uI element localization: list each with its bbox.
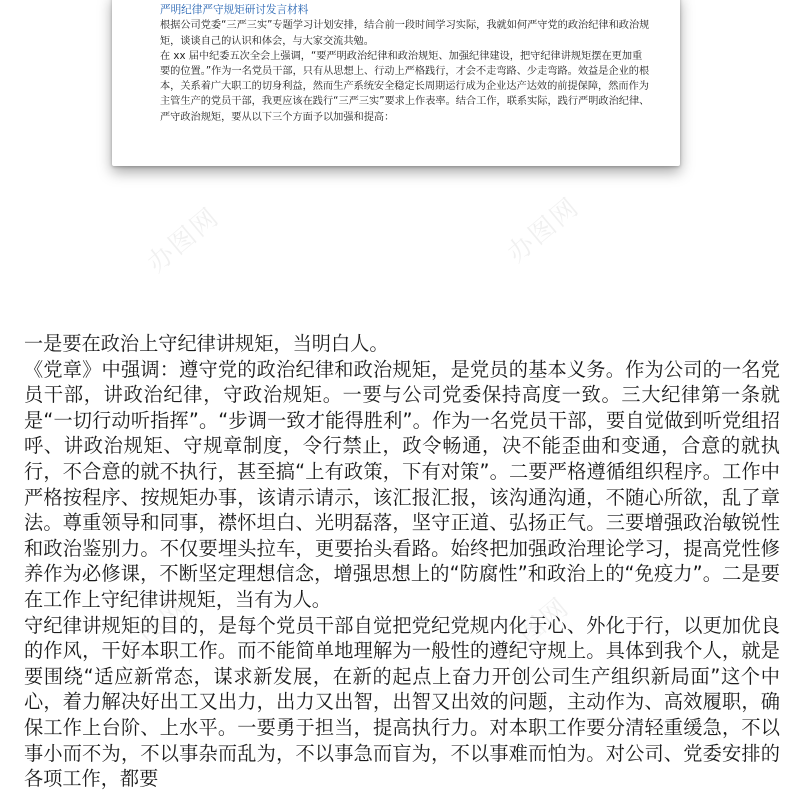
preview-paragraph: 根据公司党委“三严三实”专题学习计划安排，结合前一段时间学习实际，我就如何严守党的政治纪律和政治规矩，谈谈自己的认识和体会，与大家交流共勉。 <box>160 20 650 47</box>
body-paragraph: 《党章》中强调：遵守党的政治纪律和政治规矩，是党员的基本义务。作为公司的一名党员干部，讲政治纪律，守政治规矩。一要与公司党委保持高度一致。三大纪律第一条就是“一切行动听指挥”。“步调一致才能得胜利”。作为一名党员干部，要自觉做到听党组招呼、讲政治规矩、守规章制度，令行禁止，政令畅通，决不能歪曲和变通，合意的就执行，不合意的就不执行，甚至搞“上有政策，下有对策”。二要严格遵循组织程序。工作中严格按程序、按规矩办事，该请示请示，该汇报汇报，该沟通沟通，不随心所欲，乱了章法。尊重领导和同事，襟怀坦白、光明磊落，坚守正道、弘扬正气。三要增强政治敏锐性和政治鉴别力。不仅要埋头拉车，更要抬头看路。始终把加强政治理论学习，提高党性修养作为必修课，不断坚定理想信念，增强思想上的“防腐性”和政治上的“免疫力”。二是要在工作上守纪律讲规矩，当有为人。 <box>24 357 780 611</box>
preview-text-block <box>160 0 650 125</box>
watermark: 办图网 <box>111 591 196 669</box>
section-heading: 一是要在政治上守纪律讲规矩，当明白人。 <box>24 332 389 355</box>
preview-title: 严明纪律严守规矩研讨发言材料 <box>160 4 309 17</box>
watermark: 办图网 <box>491 591 576 669</box>
watermark: 办图网 <box>501 191 586 269</box>
body-paragraph: 守纪律讲规矩的目的，是每个党员干部自觉把党纪党规内化于心、外化于行，以更加优良的作风，干好本职工作。而不能简单地理解为一般性的遵纪守规上。具体到我个人，就是要围绕“适应新常态，谋求新发展，在新的起点上奋力开创公司生产组织新局面”这个中心，着力解决好出工又出力，出力又出智，出智又出效的问题，主动作为、高效履职，确保工作上台阶、上水平。一要勇于担当，提高执行力。对本职工作要分清轻重缓急，不以事小而不为，不以事杂而乱为，不以事急而盲为，不以事难而怕为。对公司、党委安排的各项工作，都要 <box>24 613 780 791</box>
document-preview-card <box>112 0 680 166</box>
preview-paragraph: 在 xx 届中纪委五次全会上强调，“要严明政治纪律和政治规矩、加强纪律建设，把守纪律讲规矩摆在更加重要的位置。”作为一名党员干部，只有从思想上、行动上严格践行，才会不走弯路、少走弯路。效益是企业的根本，关系着广大职工的切身利益，然而生产系统安全稳定长周期运行成为企业达产达效的前提保障，然而作为主管生产的党员干部，我更应该在践行“三严三实”要求上作表率。结合工作，联系实际，践行严明政治纪律、严守政治规矩，要从以下三个方面予以加强和提高： <box>160 50 650 123</box>
document-body <box>24 331 780 792</box>
watermark: 办图网 <box>141 201 226 279</box>
